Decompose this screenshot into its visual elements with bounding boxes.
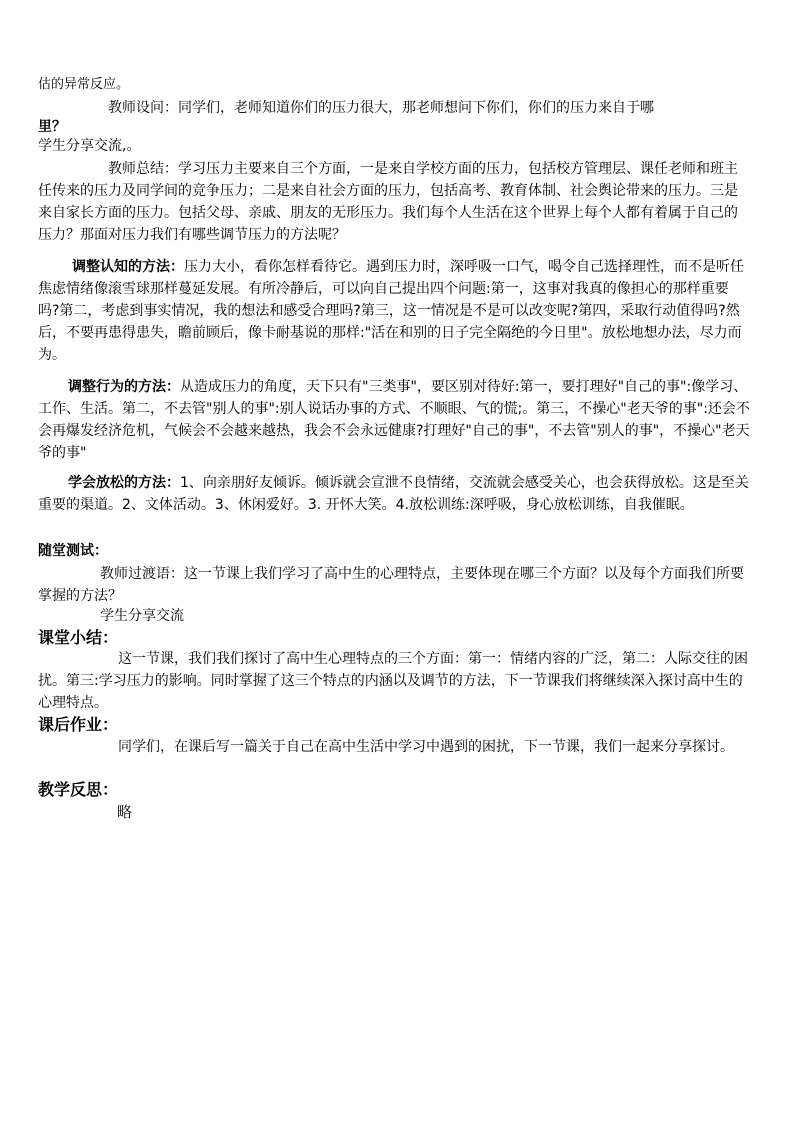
homework-body: 同学们，在课后写一篇关于自己在高中生活中学习中遇到的困扰，下一节课，我们一起来分享探讨。 [118, 739, 734, 755]
relax-method-title: 学会放松的方法： [68, 475, 180, 491]
behavior-method-paragraph [38, 376, 750, 464]
teaching-reflection-heading: 教学反思： [38, 780, 119, 799]
cognition-method-paragraph [38, 256, 750, 366]
teacher-question-end: 里？ [38, 119, 66, 135]
class-summary-heading: 课堂小结： [38, 628, 119, 647]
cognition-method-body: 压力大小，看你怎样看待它。遇到压力时，深呼吸一口气，喝令自己选择理性，而不是听任焦虑情绪像滚雪球那样蔓延发展。有所冷静后，可以向自己提出四个问题:第一，这事对我真的像担心的那样重要吗?第二，考虑到事实情况，我的想法和感受合理吗?第三，这一情况是不是可以改变呢?第四，采取行动值得吗?然后，不要再患得患失，瞻前顾后，像卡耐基说的那样:"活在和别的日子完全隔绝的今日里"。放松地想办法，尽力而为。 [38, 259, 744, 363]
cognition-method-title: 调整认知的方法： [72, 259, 184, 275]
behavior-method-title: 调整行为的方法： [68, 379, 180, 395]
in-class-test-heading: 随堂测试： [38, 543, 108, 559]
student-share: 学生分享交流,。 [38, 138, 141, 154]
text-line: 估的异常反应。 [38, 77, 130, 92]
in-class-test-share: 学生分享交流 [100, 608, 184, 624]
teacher-summary-paragraph: 教师总结：学习压力主要来自三个方面，一是来自学校方面的压力，包括校方管理层、课任老师和班主任传来的压力及同学间的竞争压力；二是来自社会方面的压力，包括高考、教育体制、社会舆论带来的压力。三是来自家长方面的压力。包括父母、亲戚、朋友的无形压力。我们每个人生活在这个世界上每个人都有着属于自己的压力？那面对压力我们有哪些调节压力的方法呢？ [38, 161, 738, 243]
behavior-method-body: 从造成压力的角度，天下只有"三类事"，要区别对待好:第一，要打理好"自己的事":像学习、工作、生活。第二，不去管"别人的事":别人说话办事的方式、不顺眼、气的慌;。第三，不操心"老天爷的事":还会不会再爆发经济危机，气候会不会越来越热，我会不会永远健康?打理好"自己的事"，不去管"别人的事"，不操心"老天爷的事" [38, 379, 750, 461]
in-class-test-body: 教师过渡语：这一节课上我们学习了高中生的心理特点，主要体现在哪三个方面？以及每个方面我们所要掌握的方法？ [38, 566, 744, 604]
teaching-reflection-body: 略 [117, 803, 133, 821]
homework-heading: 课后作业： [38, 715, 119, 734]
relax-method-paragraph [38, 472, 750, 516]
relax-method-body: 1、向亲朋好友倾诉。倾诉就会宣泄不良情绪，交流就会感受关心，也会获得放松。这是至关重要的渠道。2、文体活动。3、休闲爱好。3. 开怀大笑。4.放松训练:深呼吸，身心放松训练，自我催眠。 [38, 475, 749, 513]
teacher-question: 教师设问：同学们，老师知道你们的压力很大，那老师想问下你们，你们的压力来自于哪 [108, 100, 654, 116]
class-summary-body: 这一节课，我们我们探讨了高中生心理特点的三个方面：第一：情绪内容的广泛，第二：人际交往的困扰。第三:学习压力的影响。同时掌握了这三个特点的内涵以及调节的方法，下一节课我们将继续深入探讨高中生的心理特点。 [38, 651, 748, 711]
